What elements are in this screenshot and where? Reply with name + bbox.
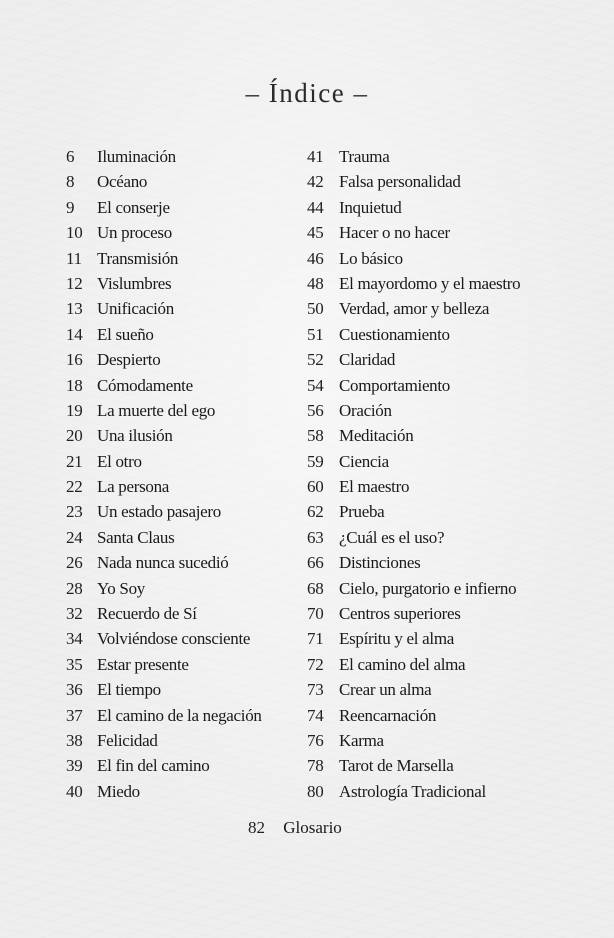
toc-entry — [307, 246, 520, 271]
toc-entry — [307, 576, 520, 601]
toc-entry-label: El camino del alma — [339, 654, 466, 674]
toc-right-column — [307, 144, 520, 804]
toc-entry — [307, 677, 520, 702]
toc-entry-page: 40 — [66, 781, 83, 801]
toc-entry-label: Cielo, purgatorio e infierno — [339, 578, 517, 598]
toc-entry-page: 51 — [307, 324, 324, 344]
toc-entry — [307, 423, 520, 448]
toc-entry-label: Cuestionamiento — [339, 324, 450, 344]
toc-entry — [307, 398, 520, 423]
toc-entry-label: Recuerdo de Sí — [97, 604, 197, 624]
toc-entry — [66, 576, 262, 601]
toc-entry — [66, 550, 262, 575]
toc-entry-label: Unificación — [97, 299, 174, 319]
toc-entry-label: Estar presente — [97, 654, 189, 674]
toc-entry-page: 20 — [66, 426, 83, 446]
toc-entry-label: Centros superiores — [339, 604, 461, 624]
toc-entry-label: Claridad — [339, 350, 396, 370]
toc-entry-label: Karma — [339, 730, 384, 750]
toc-entry — [66, 296, 262, 321]
toc-entry-label: El camino de la negación — [97, 705, 262, 725]
toc-entry-page: 72 — [307, 654, 324, 674]
toc-entry — [66, 373, 262, 398]
toc-entry-page: 56 — [307, 400, 324, 420]
toc-entry-page: 70 — [307, 604, 324, 624]
toc-entry — [66, 220, 262, 245]
toc-entry — [307, 703, 520, 728]
toc-entry-label: Vislumbres — [97, 273, 172, 293]
toc-entry-page: 26 — [66, 553, 83, 573]
toc-entry — [66, 728, 262, 753]
toc-entry-page: 63 — [307, 527, 324, 547]
toc-entry-page: 58 — [307, 426, 324, 446]
toc-entry-page: 12 — [66, 273, 83, 293]
toc-entry — [66, 169, 262, 194]
toc-entry-label: Espíritu y el alma — [339, 629, 454, 649]
toc-entry — [307, 296, 520, 321]
toc-entry — [66, 499, 262, 524]
toc-entry-label: Una ilusión — [97, 426, 173, 446]
toc-entry-label: La persona — [97, 477, 170, 497]
toc-entry-label: El conserje — [97, 197, 170, 217]
toc-entry-page: 46 — [307, 248, 324, 268]
toc-entry-label: Iluminación — [97, 147, 176, 166]
toc-entry-page: 37 — [66, 705, 83, 725]
toc-entry-page: 59 — [307, 451, 324, 471]
toc-entry-page: 50 — [307, 299, 324, 319]
toc-entry — [66, 626, 262, 651]
toc-entry-label: Despierto — [97, 350, 161, 370]
toc-entry-page: 18 — [66, 375, 83, 395]
toc-entry-page: 76 — [307, 730, 324, 750]
toc-entry — [66, 246, 262, 271]
toc-entry-label: Santa Claus — [97, 527, 175, 547]
toc-entry-page: 78 — [307, 756, 324, 776]
toc-entry-label: La muerte del ego — [97, 400, 216, 420]
toc-entry — [66, 423, 262, 448]
toc-entry-page: 23 — [66, 502, 83, 522]
toc-entry-label: El mayordomo y el maestro — [339, 273, 521, 293]
toc-entry-page: 34 — [66, 629, 83, 649]
toc-entry — [307, 728, 520, 753]
toc-entry-page: 13 — [66, 299, 83, 319]
toc-entry — [307, 601, 520, 626]
toc-entry — [307, 474, 520, 499]
toc-entry-page: 44 — [307, 197, 324, 217]
toc-entry-label: Cómodamente — [97, 375, 193, 395]
toc-entry-label: Reencarnación — [339, 705, 437, 725]
toc-entry — [307, 499, 520, 524]
toc-entry-page: 39 — [66, 756, 83, 776]
toc-entry — [307, 347, 520, 372]
toc-entry — [307, 753, 520, 778]
toc-entry-page: 74 — [307, 705, 324, 725]
toc-entry — [66, 271, 262, 296]
toc-entry-page: 54 — [307, 375, 324, 395]
toc-entry — [307, 779, 520, 804]
toc-entry-page: 60 — [307, 477, 324, 497]
toc-entry — [66, 398, 262, 423]
toc-entry-label: El sueño — [97, 324, 154, 344]
toc-entry — [66, 753, 262, 778]
toc-entry — [307, 144, 520, 169]
toc-entry-page: 32 — [66, 604, 83, 624]
toc-entry-page: 52 — [307, 350, 324, 370]
toc-entry — [66, 144, 262, 169]
toc-entry-label: Inquietud — [339, 197, 402, 217]
toc-entry-label: Tarot de Marsella — [339, 756, 454, 776]
toc-entry-label: Ciencia — [339, 451, 389, 471]
toc-entry-label: Lo básico — [339, 248, 403, 268]
toc-entry-label: El tiempo — [97, 680, 161, 700]
toc-entry-label: Meditación — [339, 426, 414, 446]
toc-entry-label: Trauma — [339, 147, 390, 166]
toc-entry — [307, 626, 520, 651]
toc-entry — [307, 169, 520, 194]
toc-entry — [66, 195, 262, 220]
toc-entry-label: Falsa personalidad — [339, 172, 461, 192]
toc-entry-page: 6 — [66, 147, 75, 166]
toc-entry — [307, 449, 520, 474]
toc-entry-page: 16 — [66, 350, 83, 370]
toc-entry-page: 45 — [307, 223, 324, 243]
toc-entry — [66, 703, 262, 728]
toc-entry-page: 21 — [66, 451, 83, 471]
toc-entry-page: 24 — [66, 527, 83, 547]
toc-entry-label: Miedo — [97, 781, 140, 801]
toc-entry-label: El fin del camino — [97, 756, 210, 776]
toc-entry-page: 68 — [307, 578, 324, 598]
toc-entry-label: Volviéndose consciente — [97, 629, 251, 649]
toc-entry-page: 8 — [66, 172, 75, 192]
toc-entry-page: 73 — [307, 680, 324, 700]
toc-entry-label: Yo Soy — [97, 578, 145, 598]
toc-entry-label: Un estado pasajero — [97, 502, 221, 522]
toc-entry — [307, 195, 520, 220]
toc-entry-page: 80 — [307, 781, 324, 801]
toc-entry — [66, 525, 262, 550]
toc-entry-label: Crear un alma — [339, 680, 432, 700]
toc-left-column — [66, 144, 262, 804]
toc-entry — [307, 271, 520, 296]
toc-entry-label: Astrología Tradicional — [339, 781, 486, 801]
toc-entry-page: 62 — [307, 502, 324, 522]
toc-entry — [66, 449, 262, 474]
toc-entry-page: 36 — [66, 680, 83, 700]
toc-entry-label: Distinciones — [339, 553, 421, 573]
toc-entry-label: Prueba — [339, 502, 385, 522]
toc-entry — [66, 347, 262, 372]
toc-entry-label: Océano — [97, 172, 148, 192]
toc-entry-page: 10 — [66, 223, 83, 243]
toc-entry-label: ¿Cuál es el uso? — [339, 527, 445, 547]
toc-entry-page: 14 — [66, 324, 83, 344]
toc-entry — [307, 220, 520, 245]
toc-entry — [66, 474, 262, 499]
toc-entry-page: 82 — [248, 818, 265, 837]
toc-entry-label: Glosario — [283, 818, 342, 837]
toc-entry-label: Verdad, amor y belleza — [339, 299, 490, 319]
toc-entry-label: Comportamiento — [339, 375, 451, 395]
toc-entry-page: 28 — [66, 578, 83, 598]
toc-entry-label: Felicidad — [97, 730, 158, 750]
toc-entry-page: 19 — [66, 400, 83, 420]
toc-entry-page: 66 — [307, 553, 324, 573]
toc-entry-label: El otro — [97, 451, 142, 471]
page-title: – Índice – — [245, 78, 369, 108]
toc-entry-page: 11 — [66, 248, 82, 268]
toc-entry — [307, 652, 520, 677]
toc-entry-label: Hacer o no hacer — [339, 223, 450, 243]
toc-entry — [307, 525, 520, 550]
toc-entry-page: 22 — [66, 477, 83, 497]
toc-entry-page: 35 — [66, 654, 83, 674]
toc-entry-page: 38 — [66, 730, 83, 750]
toc-entry — [307, 550, 520, 575]
toc-entry — [66, 601, 262, 626]
toc-entry — [66, 322, 262, 347]
toc-entry-label: El maestro — [339, 477, 410, 497]
toc-entry-label: Transmisión — [97, 248, 179, 268]
toc-entry-page: 71 — [307, 629, 324, 649]
toc-entry-page: 42 — [307, 172, 324, 192]
toc-entry-label: Nada nunca sucedió — [97, 553, 229, 573]
toc-entry-page: 9 — [66, 197, 75, 217]
toc-entry — [66, 652, 262, 677]
toc-entry — [307, 322, 520, 347]
toc-entry-page: 41 — [307, 147, 324, 166]
toc-entry — [307, 373, 520, 398]
toc-entry — [66, 779, 262, 804]
toc-entry — [66, 677, 262, 702]
toc-entry-page: 48 — [307, 273, 324, 293]
toc-entry-glossary — [248, 815, 342, 840]
toc-entry-label: Un proceso — [97, 223, 172, 243]
toc-entry-label: Oración — [339, 400, 392, 420]
